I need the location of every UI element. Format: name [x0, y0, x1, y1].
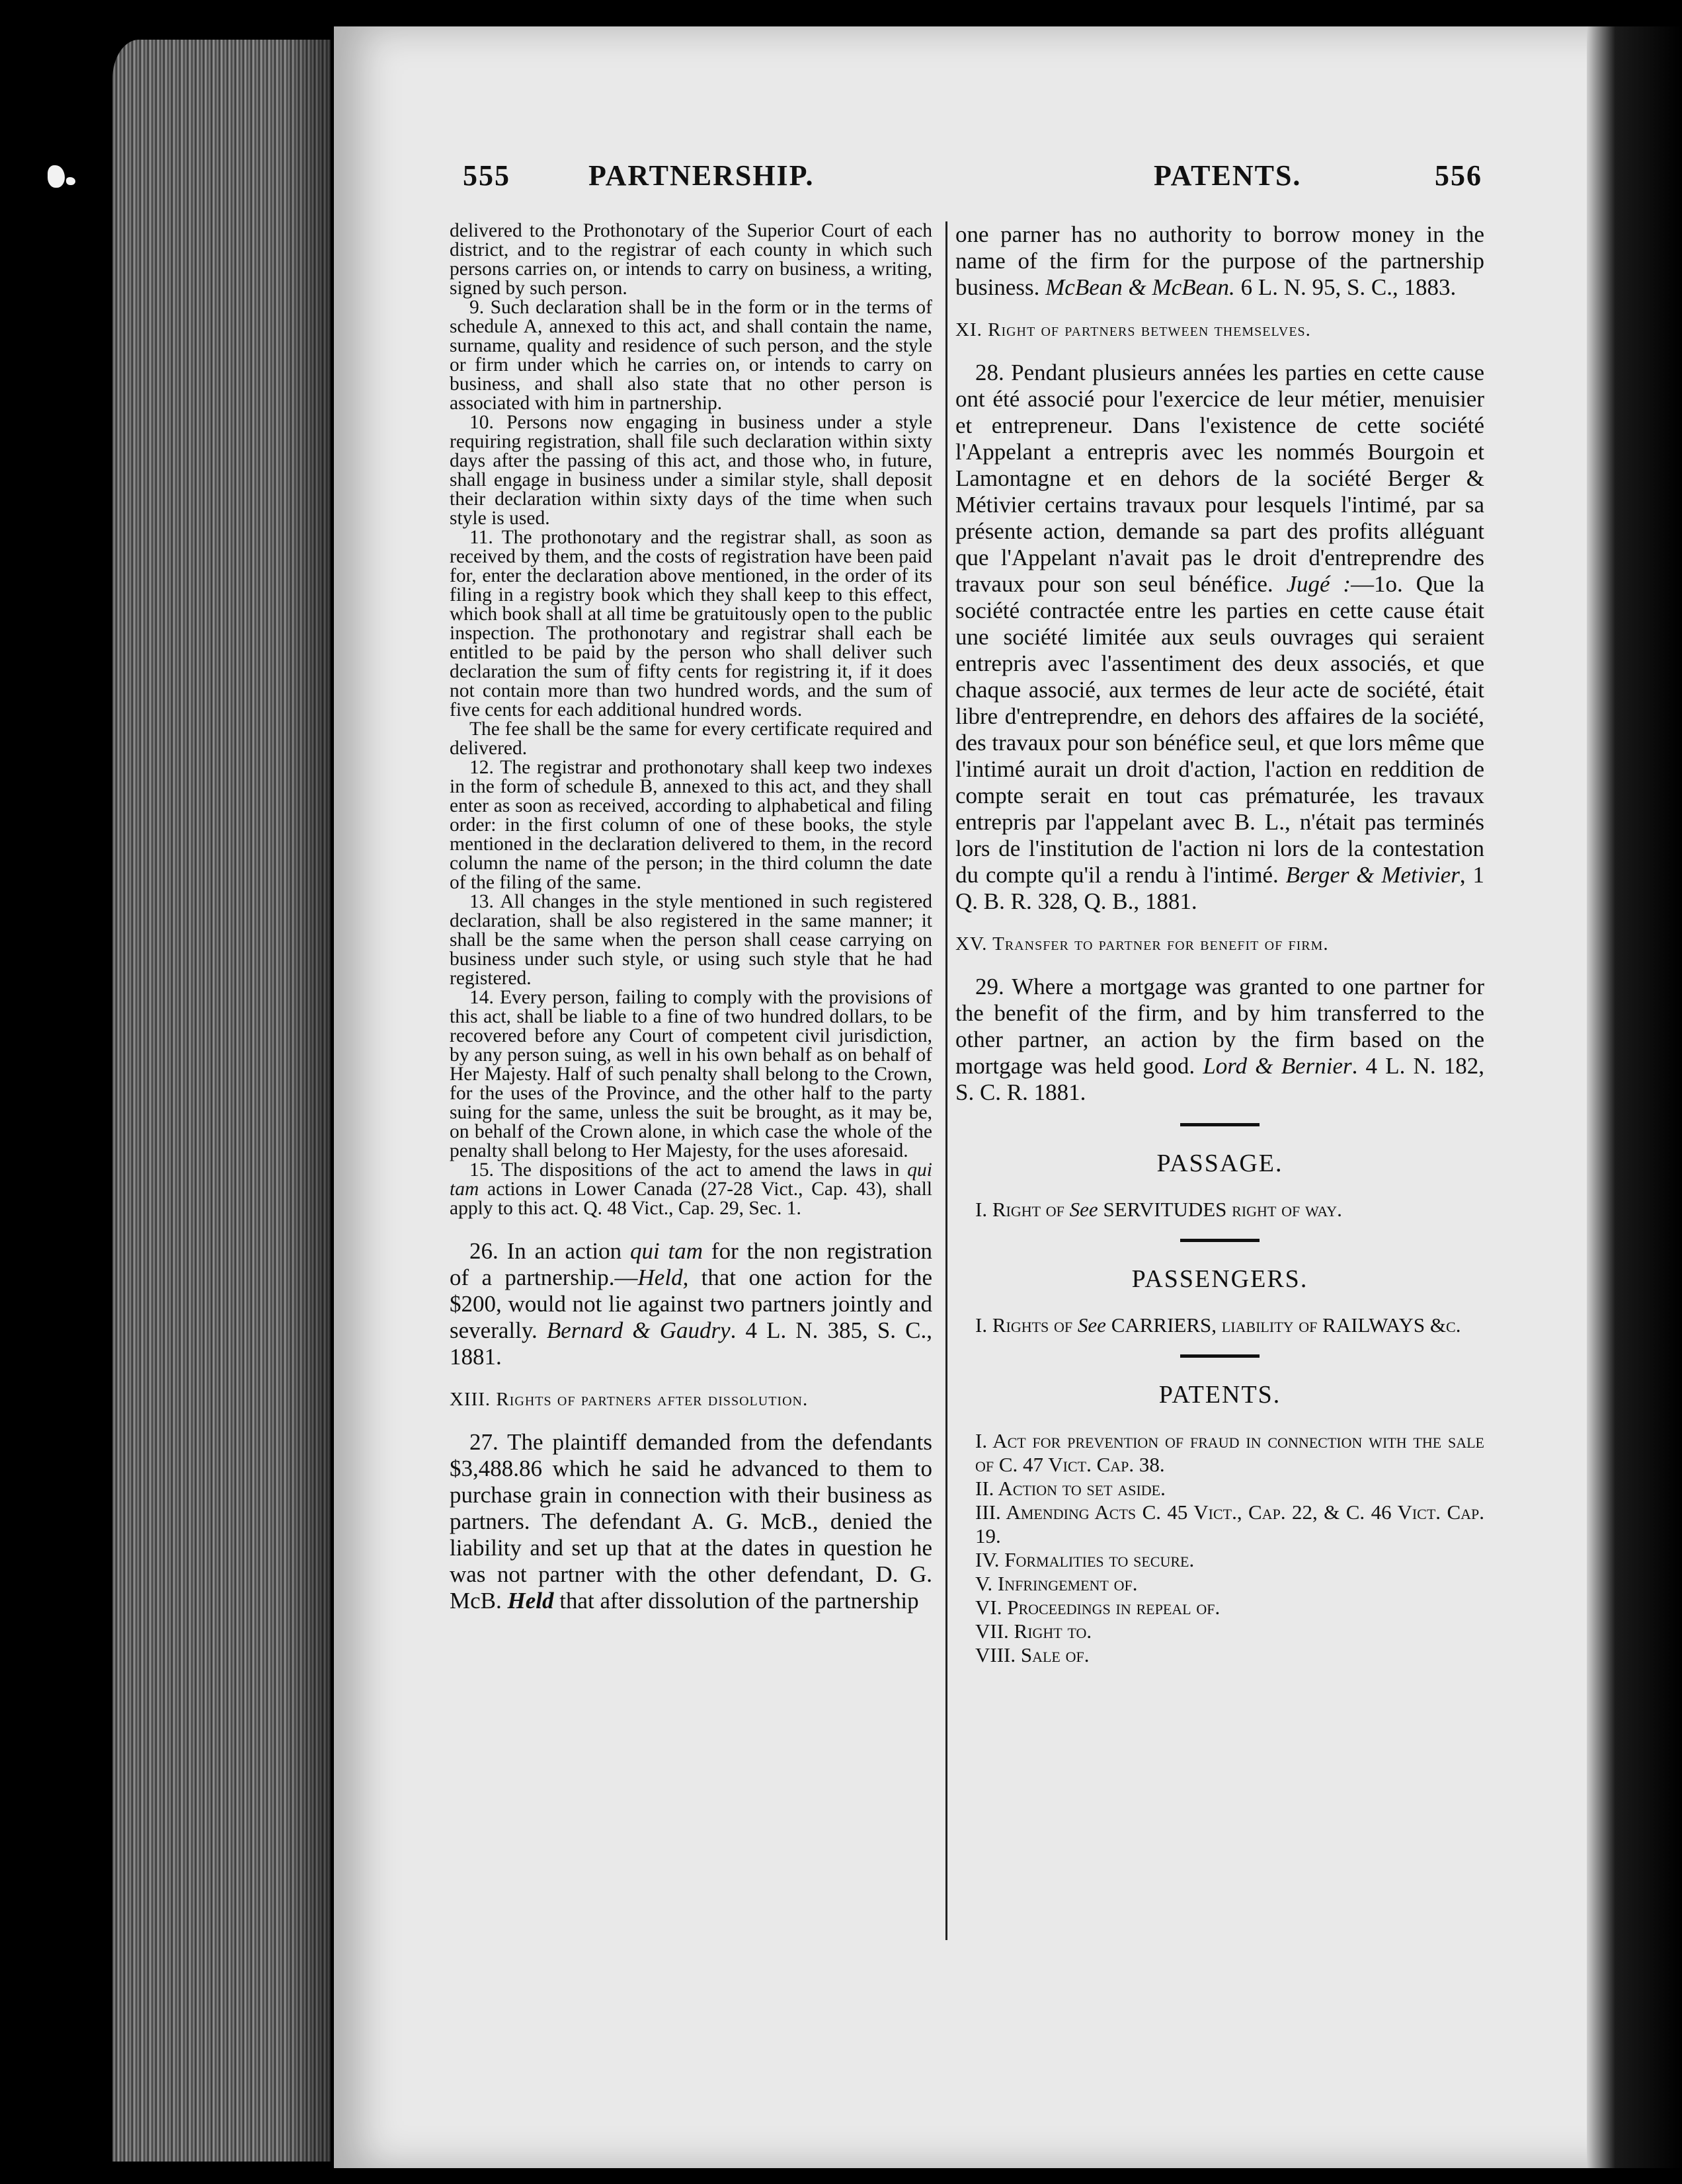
- italic-text: qui tam: [450, 1159, 932, 1200]
- section-rule: [1180, 1354, 1260, 1358]
- text-run: —1o. Que la société contractée entre les parties en cette cause était une société limitée aux seuls ouvrages qui seraient entrepris avec l'assentiment des deux associés, et que chaque associé, aux termes de leur acte de société, était libre d'entreprendre, en dehors des affaires de la société, des travaux pour son bénéfice seul, et que lors même que l'intimé aurait un droit d'action, l'action en reddition de compte serait en tout cas prématurée, les travaux entrepris par l'appelant avec B. L., n'était pas terminés lors de l'institution de l'action ni lors de la contestation du compte qu'il a rendu à l'intimé.: [955, 571, 1484, 888]
- italic-text: Held,: [637, 1265, 689, 1290]
- text-run: for the non registration of a partnership.—: [450, 1238, 932, 1290]
- statute-section-14: 14. Every person, failing to comply with the provisions of this act, shall be liable to a fine of two hundred dollars, to be recovered before any Court of competent civil jurisdiction, by any person suing, as well in his own behalf as on behalf of Her Majesty. Half of such penalty shall belong to the Crown, for the uses of the Province, and the other half to the party suing for the same, unless the suit be brought, as it may be, on behalf of the Crown alone, in which case the whole of the penalty shall belong to Her Majesty, for the uses aforesaid.: [450, 987, 932, 1161]
- section-heading-xi: XI. Right of partners between themselves.: [955, 319, 1311, 340]
- text-run: one parner has no authority to borrow money in the name of the firm for the purpose of the partnership business.: [955, 221, 1484, 300]
- statute-section-9: 9. Such declaration shall be in the form or in the terms of schedule A, annexed to this act, and shall contain the name, surname, quality and residence of such person, and the style or firm under which he carries on, or intends to carry on business, and shall also state that no other person is associated with him in partnership.: [450, 297, 932, 414]
- right-page-number: 556: [1435, 159, 1482, 192]
- statute-section-11: 11. The prothonotary and the registrar shall, as soon as received by them, and the costs of registration have been paid for, enter the declaration above mentioned, in the order of its filing in a registry book which they shall keep to this effect, which book shall at all time be gratuitously open to the public inspection. The prothonotary and registrar shall each be entitled to be paid by the person who shall deliver such declaration the sum of fifty cents for registring it, if it does not contain more than two hundred words, and the sum of five cents for each additional hundred words.: [450, 527, 932, 721]
- case-citation: McBean & McBean.: [1045, 274, 1235, 300]
- case-citation: Bernard & Gaudry: [546, 1317, 731, 1343]
- scan-speck: [66, 177, 75, 185]
- text-run: that one action for the $200, would not lie against two partners jointly and severally.: [450, 1265, 933, 1343]
- left-running-title: PARTNERSHIP.: [588, 159, 815, 192]
- text-run: 6 L. N. 95, S. C., 1883.: [1234, 274, 1457, 300]
- see-reference: See: [1077, 1313, 1106, 1337]
- statute-section-15: [450, 1161, 932, 1218]
- binding-shadow: [284, 26, 337, 2168]
- text-run: that after dissolution of the partnership: [553, 1588, 919, 1614]
- patents-item: VII. Right to.: [975, 1619, 1092, 1643]
- passage-entry: [955, 1198, 1484, 1222]
- section-rule: [1180, 1123, 1260, 1126]
- case-citation: Berger & Metivier: [1285, 862, 1460, 888]
- patents-item: VI. Proceedings in repeal of.: [975, 1596, 1221, 1619]
- text-run: . 4 L. N. 182, S. C. R. 1881.: [955, 1053, 1484, 1105]
- statute-paragraph: delivered to the Prothonotary of the Superior Court of each district, and to the registrar of each county in which such persons carries on, or intends to carry on business, a writing, signed by such person.: [450, 220, 932, 299]
- heading-passengers: PASSENGERS.: [1131, 1265, 1308, 1293]
- column-divider: [945, 221, 947, 1940]
- italic-text: Jugé :: [1286, 571, 1351, 597]
- left-page-number: 555: [463, 159, 510, 192]
- patents-item: VIII. Sale of.: [975, 1643, 1090, 1666]
- text-run: 27. The plaintiff demanded from the defendants $3,488.86 which he said he advanced to them to purchase grain in connection with their business as partners. The defendant A. G. McB., denied the liability and set up that at the dates in question he was not partner with the other defendant, D. G. McB.: [450, 1429, 932, 1614]
- case-note-29: [955, 974, 1484, 1106]
- scan-speck: [48, 165, 65, 188]
- case-note-27: [450, 1429, 932, 1614]
- patents-item: II. Action to set aside.: [975, 1477, 1166, 1500]
- patents-item: V. Infringement of.: [975, 1572, 1138, 1595]
- case-citation: Lord & Bernier: [1203, 1053, 1352, 1079]
- heading-passage: PASSAGE.: [1156, 1150, 1283, 1177]
- text-run: 29. Where a mortgage was granted to one partner for the benefit of the firm, and by him transferred to the other partner, an action by the firm based on the mortgage was held good.: [955, 974, 1484, 1079]
- case-note-continued: [955, 221, 1484, 301]
- statute-fee-paragraph: The fee shall be the same for every certificate required and delivered.: [450, 719, 932, 759]
- text-run: 15. The dispositions of the act to amend the laws in: [469, 1159, 908, 1181]
- text-run: . 4 L. N. 385, S. C., 1881.: [450, 1317, 933, 1370]
- text-run: I. Rights of: [975, 1313, 1078, 1337]
- section-heading-xiii: XIII. Rights of partners after dissolution.: [450, 1389, 809, 1410]
- statute-section-10: 10. Persons now engaging in business under a style requiring registration, shall file such declaration within sixty days after the passing of this act, and those who, in future, shall engage in business under a similar style, shall deposit their declaration within sixty days of the time when such style is used.: [450, 412, 932, 529]
- passengers-entry: [955, 1313, 1484, 1337]
- text-run: CARRIERS, liability of RAILWAYS &c.: [1105, 1313, 1461, 1337]
- right-running-title: PATENTS.: [1154, 159, 1302, 192]
- section-rule: [1180, 1239, 1260, 1242]
- heading-patents: PATENTS.: [1158, 1381, 1281, 1409]
- left-column: [450, 221, 932, 1614]
- case-note-26: [450, 1238, 932, 1370]
- section-heading-xv: XV. Transfer to partner for benefit of firm.: [955, 933, 1329, 955]
- patents-item: III. Amending Acts C. 45 Vict., Cap. 22, & C. 46 Vict. Cap. 19.: [975, 1501, 1484, 1547]
- text-run: I. Right of: [975, 1198, 1070, 1221]
- right-column: [955, 221, 1484, 1667]
- text-run: SERVITUDES right of way.: [1098, 1198, 1342, 1221]
- text-run: 26. In an action: [469, 1238, 630, 1264]
- italic-text: Held: [507, 1588, 554, 1614]
- statute-section-12: 12. The registrar and prothonotary shall keep two indexes in the form of schedule B, annexed to this act, and they shall enter as soon as received, according to alphabetical and filing order: in the first column of one of these books, the style mentioned in the declaration delivered to them, in the record column the name of the person; in the third column the date of the filing of the same.: [450, 757, 932, 893]
- facing-page-edge: [1587, 26, 1682, 2168]
- case-note-28: [955, 360, 1484, 915]
- text-run: 28. Pendant plusieurs années les parties en cette cause ont été associé pour l'exercice de leur métier, menuisier et entrepreneur. Dans l'existence de cette société l'Appelant a entrepris avec les nommés Bourgoin et Lamontagne et en dehors de la société Berger & Métivier certains travaux pour lesquels l'intimé, par sa présente action, demande sa part des profits alléguant que l'Appelant n'avait pas le droit d'entreprendre des travaux pour son seul bénéfice.: [955, 360, 1484, 597]
- statute-section-13: 13. All changes in the style mentioned in such registered declaration, shall be also registered in the same manner; it shall be the same when the person shall cease carrying on business under such style, or using such style that he had registered.: [450, 891, 932, 989]
- see-reference: See: [1069, 1198, 1098, 1221]
- text-run: , 1 Q. B. R. 328, Q. B., 1881.: [955, 862, 1485, 914]
- italic-text: qui tam: [629, 1238, 703, 1264]
- patents-item: I. Act for prevention of fraud in connection with the sale of C. 47 Vict. Cap. 38.: [975, 1429, 1484, 1476]
- text-run: actions in Lower Canada (27-28 Vict., Cap. 43), shall apply to this act. Q. 48 Vict., Cap. 29, Sec. 1.: [450, 1179, 932, 1219]
- patents-item: IV. Formalities to secure.: [975, 1548, 1195, 1571]
